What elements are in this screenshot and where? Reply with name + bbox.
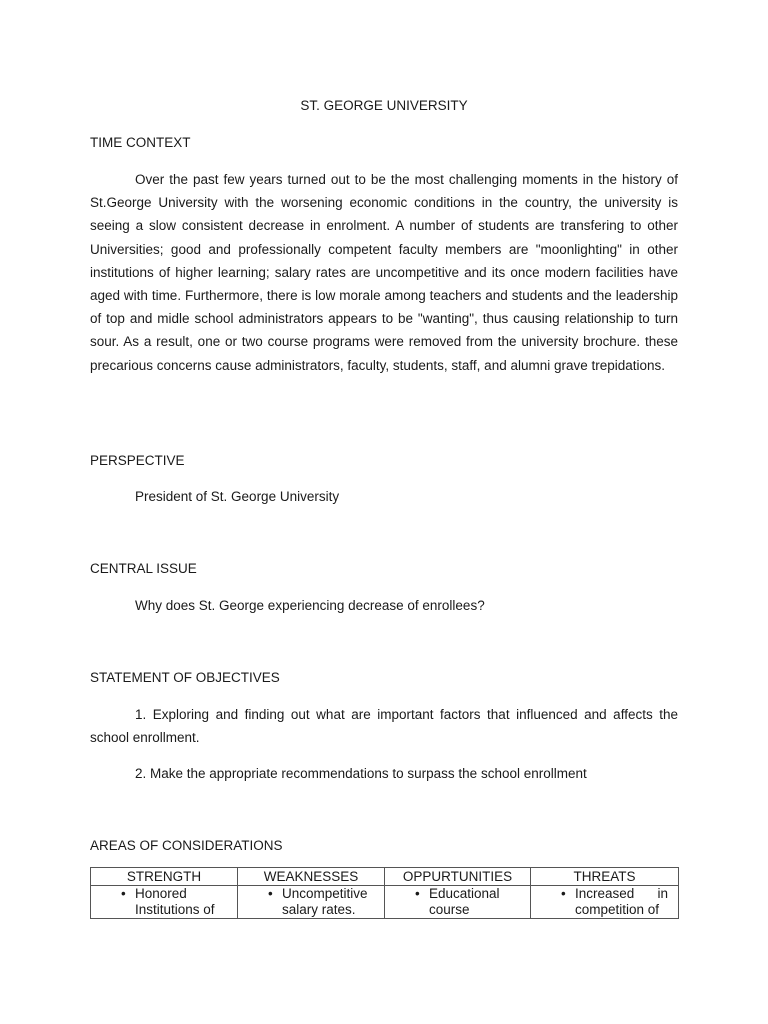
objective-item-2: 2. Make the appropriate recommendations to surpass the school enrollment [135, 766, 587, 781]
swot-table [90, 867, 679, 919]
perspective-body: President of St. George University [135, 489, 340, 504]
central-issue-body: Why does St. George experiencing decrease of enrollees? [135, 598, 485, 613]
considerations-heading: AREAS OF CONSIDERATIONS [90, 838, 283, 853]
threats-cell [531, 886, 679, 919]
time-context-heading: TIME CONTEXT [90, 135, 191, 150]
weaknesses-cell [238, 886, 385, 919]
time-context-body: Over the past few years turned out to be the most challenging moments in the history of St.George University with the worsening economic conditions in the country, the university is seeing a slow consistent decrease in enrolment. A number of students are transfering to other Universities; good and professionally competent faculty members are "moonlighting" in other institutions of higher learning; salary rates are uncompetitive and its once modern facilities have aged with time. Furthermore, there is low morale among teachers and students and the leadership of top and midle school administrators appears to be "wanting", thus causing relationship to turn sour. As a result, one or two course programs were removed from the university brochure. these precarious concerns cause administrators, faculty, students, staff, and alumni grave trepidations. [90, 172, 678, 373]
swot-header-row [91, 868, 679, 886]
strength-item-text: Honored Institutions of [135, 886, 215, 917]
strength-cell [91, 886, 238, 919]
bullet-icon: • [268, 886, 273, 901]
objectives-heading: STATEMENT OF OBJECTIVES [90, 670, 280, 685]
strength-column-header: STRENGTH [91, 868, 238, 886]
threats-column-header: THREATS [531, 868, 679, 886]
central-issue-heading: CENTRAL ISSUE [90, 561, 197, 576]
opportunities-column-header: OPPURTUNITIES [385, 868, 531, 886]
objective-item-1: 1. Exploring and finding out what are important factors that influenced and affects the school enrollment. [90, 707, 678, 746]
document-title: ST. GEORGE UNIVERSITY [300, 98, 468, 113]
bullet-icon: • [415, 886, 420, 901]
weaknesses-column-header: WEAKNESSES [238, 868, 385, 886]
perspective-heading: PERSPECTIVE [90, 453, 185, 468]
bullet-icon: • [121, 886, 126, 901]
swot-row [91, 886, 679, 919]
bullet-icon: • [561, 886, 566, 901]
opportunities-item-text: Educational course [429, 886, 500, 917]
threats-item-text: Increased in competition of [575, 886, 668, 917]
weaknesses-item-text: Uncompetitive salary rates. [282, 886, 368, 917]
opportunities-cell [385, 886, 531, 919]
